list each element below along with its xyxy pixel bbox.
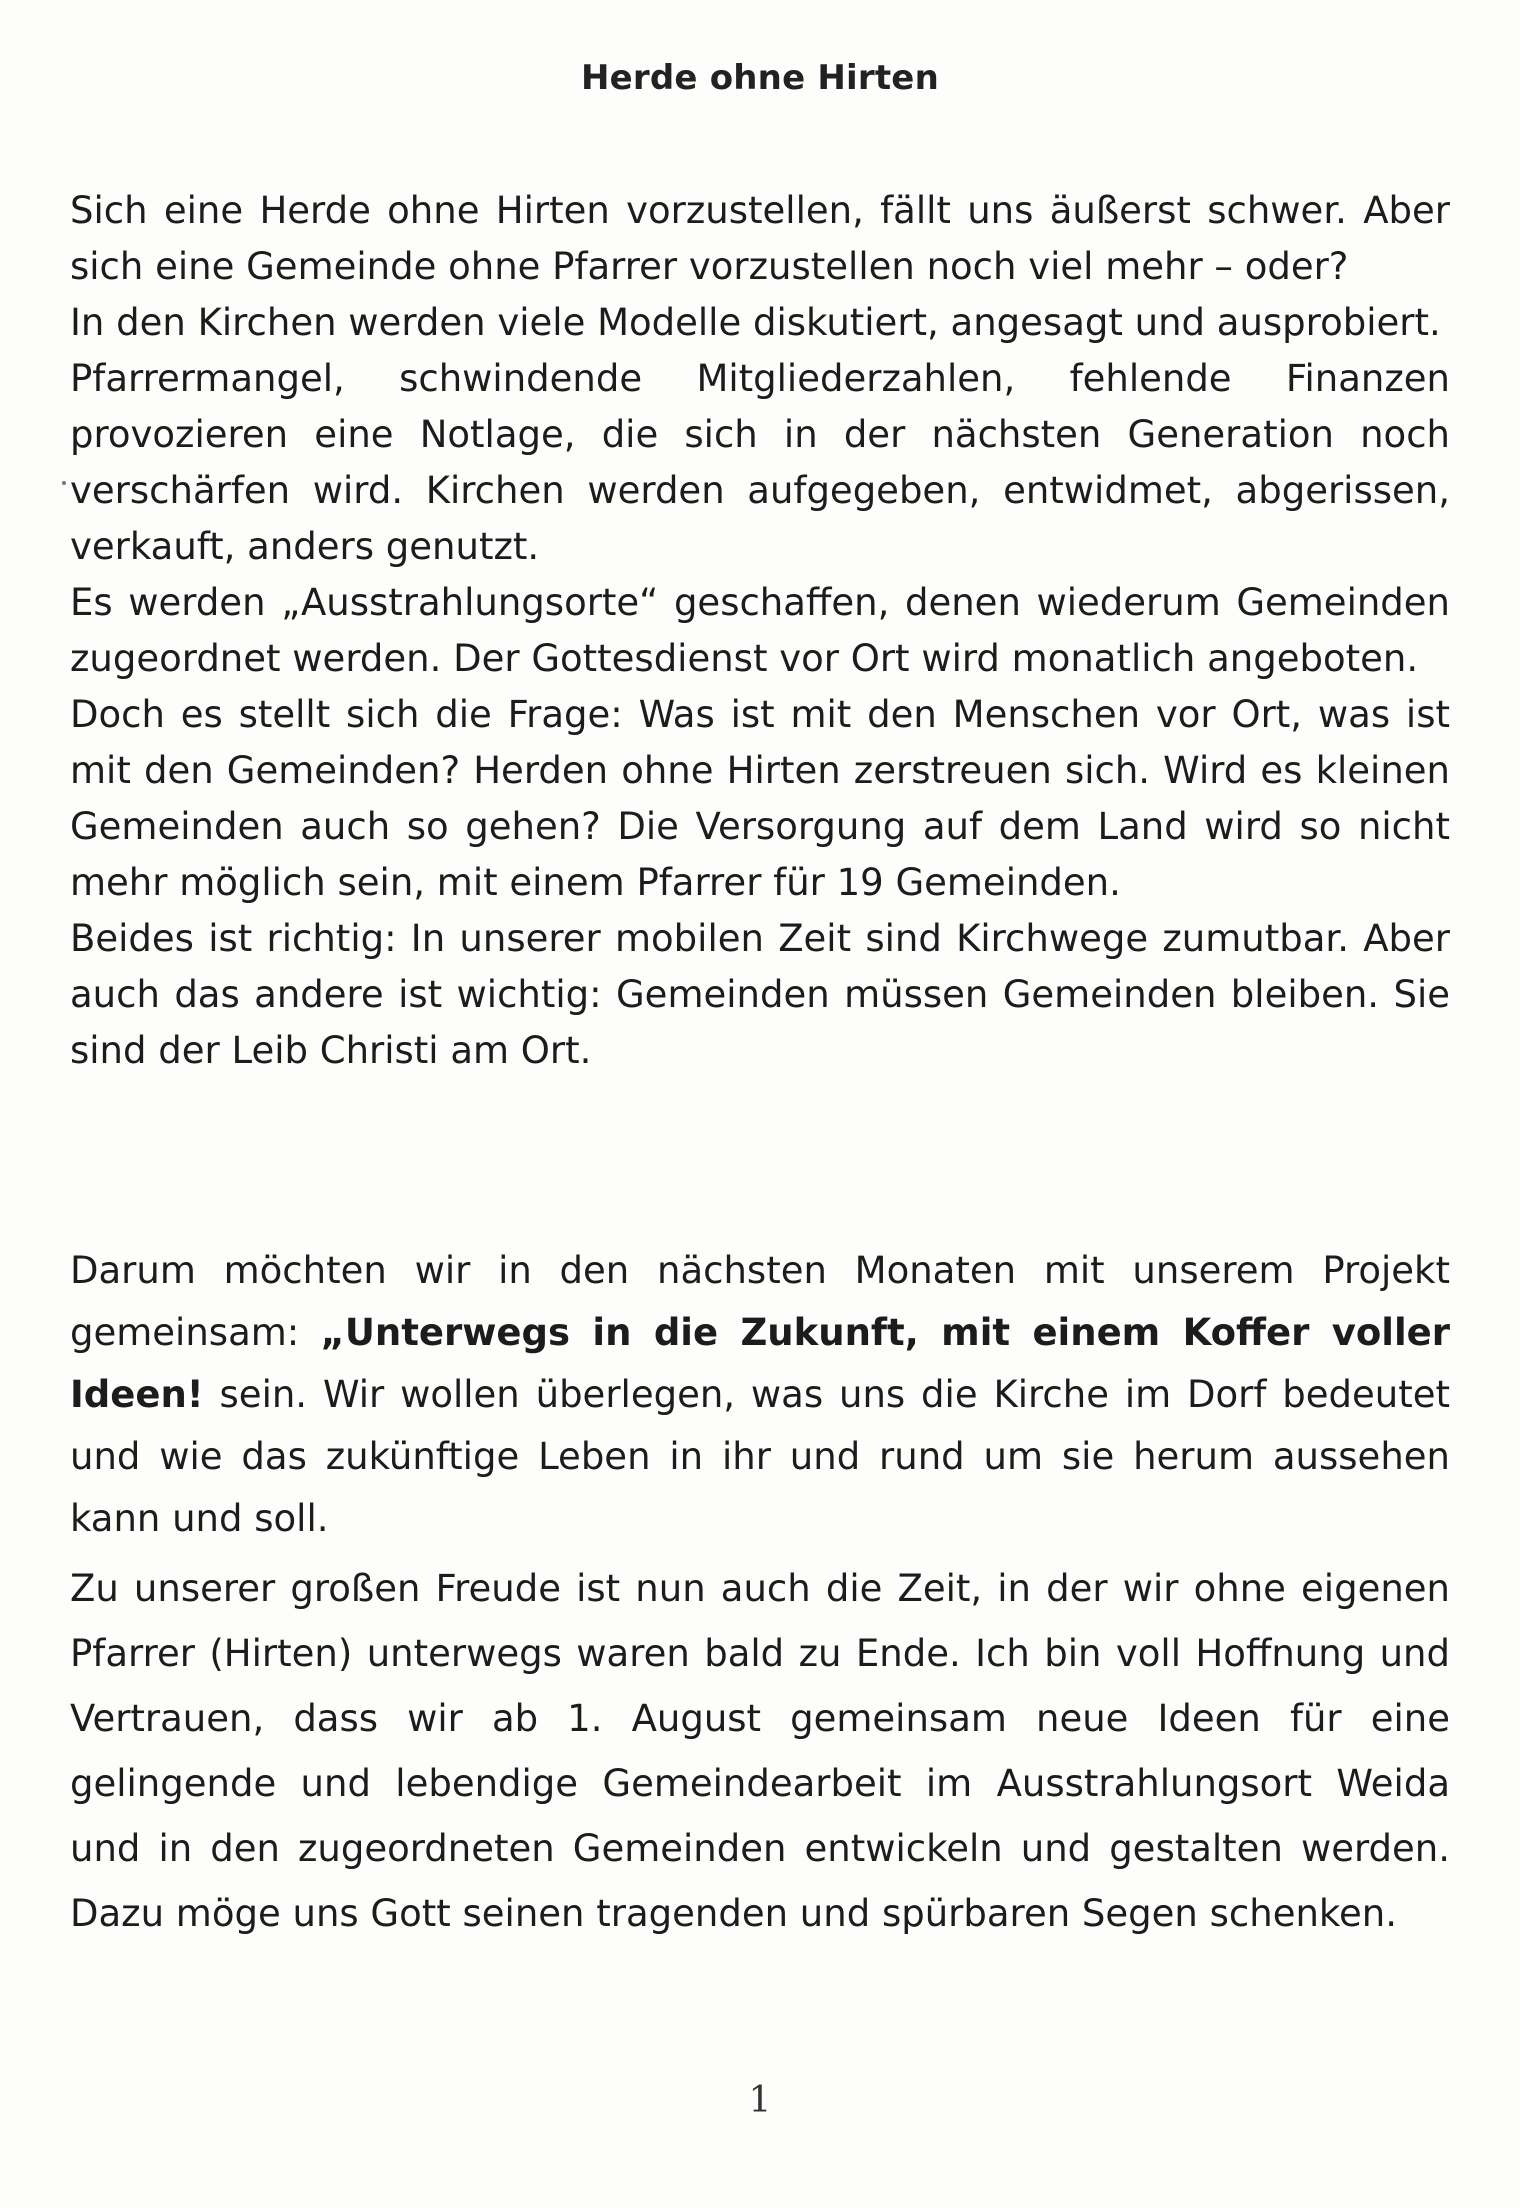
project-section	[70, 1240, 1450, 1550]
project-paragraph	[70, 1240, 1450, 1550]
paragraph-6: Beides ist richtig: In unserer mobilen Zeit sind Kirchwege zumutbar. Aber auch das andere ist wichtig: Gemeinden müssen Gemeinden bleiben. Sie sind der Leib Christi am Ort.	[70, 917, 1450, 1072]
closing-paragraph: Zu unserer großen Freude ist nun auch die Zeit, in der wir ohne eigenen Pfarrer (Hirten) unterwegs waren bald zu Ende. Ich bin voll Hoffnung und Vertrauen, dass wir ab 1. August gemeinsam neue Ideen für eine gelingende und lebendige Gemeindearbeit im Ausstrahlungsort Weida und in den zugeordneten Gemeinden entwickeln und gestalten werden. Dazu möge uns Gott seinen tragenden und spürbaren Segen schenken.	[70, 1567, 1450, 1935]
page-number: 1	[748, 2080, 772, 2121]
paragraph-3: Pfarrermangel, schwindende Mitgliederzahlen, fehlende Finanzen provozieren eine Notlage, die sich in der nächsten Generation noch verschärfen wird. Kirchen werden aufgegeben, entwidmet, abgerissen, verkauft, anders genutzt.	[70, 357, 1450, 568]
paragraph-1: Sich eine Herde ohne Hirten vorzustellen, fällt uns äußerst schwer. Aber sich eine Gemeinde ohne Pfarrer vorzustellen noch viel mehr – oder?	[70, 189, 1450, 288]
project-motto: „Unterwegs in die Zukunft, mit einem Koffer voller Ideen!	[70, 1311, 1450, 1416]
paragraph-4: Es werden „Ausstrahlungsorte“ geschaffen, denen wiederum Gemeinden zugeordnet werden. Der Gottesdienst vor Ort wird monatlich angeboten.	[70, 581, 1450, 680]
intro-section	[70, 183, 1450, 1079]
paragraph-5: Doch es stellt sich die Frage: Was ist mit den Menschen vor Ort, was ist mit den Gemeinden? Herden ohne Hirten zerstreuen sich. Wird es kleinen Gemeinden auch so gehen? Die Versorgung auf dem Land wird so nicht mehr möglich sein, mit einem Pfarrer für 19 Gemeinden.	[70, 693, 1450, 904]
page-title: Herde ohne Hirten	[581, 58, 939, 98]
scan-speck	[62, 481, 66, 485]
closing-section	[70, 1556, 1450, 1946]
project-text-before: Darum möchten wir in den nächsten Monaten mit unserem Projekt gemeinsam:	[70, 1249, 1450, 1354]
project-text-after: sein. Wir wollen überlegen, was uns die Kirche im Dorf bedeutet und wie das zukünftige Leben in ihr und rund um sie herum aussehen kann und soll.	[70, 1373, 1450, 1540]
paragraph-2: In den Kirchen werden viele Modelle diskutiert, angesagt und ausprobiert.	[70, 301, 1441, 344]
